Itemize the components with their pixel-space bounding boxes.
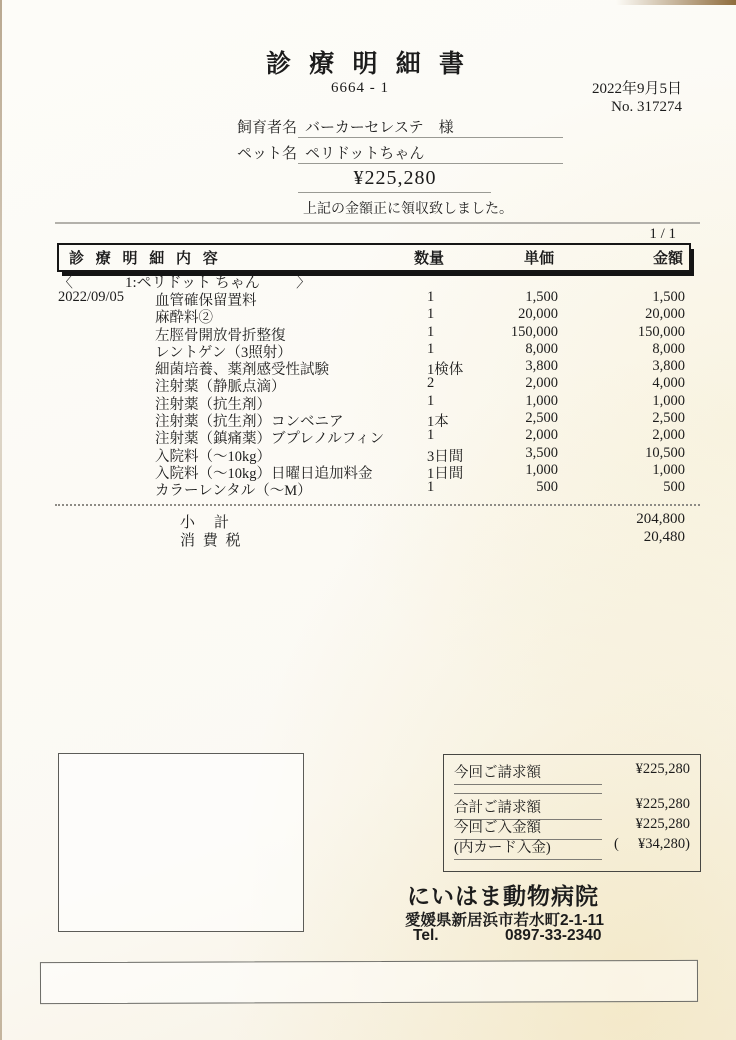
- row-item-name: 注射薬（鎮痛薬）ブプレノルフィン: [155, 431, 385, 448]
- row-amount: 4,000: [652, 375, 685, 392]
- row-quantity: 3日間: [427, 448, 464, 465]
- row-item-name: 左脛骨開放骨折整復: [155, 327, 286, 344]
- owner-name: バーカーセレステ 様: [305, 120, 454, 136]
- row-amount: 1,500: [652, 289, 685, 305]
- scan-edge-left: [0, 0, 2, 1040]
- row-item-name: 注射薬（抗生剤）: [155, 396, 271, 413]
- table-row: [0, 340, 736, 361]
- table-row: [0, 289, 736, 309]
- table-header: [57, 243, 691, 272]
- row-quantity: 1: [427, 479, 435, 496]
- bottom-empty-bar: [40, 960, 698, 1004]
- row-amount: 3,800: [652, 358, 685, 375]
- dotted-separator: [55, 504, 700, 506]
- total-underline: [298, 192, 491, 193]
- summary-value: ¥225,280: [635, 761, 690, 777]
- subtotal-value: 204,800: [636, 511, 685, 527]
- row-item-name: 入院料（～10kg）: [155, 448, 271, 465]
- owner-label: 飼育者名: [237, 120, 298, 136]
- billing-summary-box: [443, 754, 701, 872]
- summary-divider: [454, 793, 602, 794]
- horizontal-rule: [55, 222, 700, 224]
- summary-row: [454, 761, 692, 781]
- row-unit-price: 8,000: [525, 340, 558, 357]
- table-row: [0, 479, 736, 500]
- owner-underline: [298, 137, 563, 138]
- row-amount: 10,500: [645, 444, 685, 461]
- row-quantity: 1検体: [427, 362, 464, 379]
- issue-date: 2022年9月5日: [591, 81, 682, 97]
- column-header-amount: 金額: [652, 251, 683, 267]
- detail-rows: [0, 289, 736, 500]
- row-amount: 2,500: [652, 410, 685, 427]
- row-unit-price: 2,000: [525, 427, 558, 444]
- tax-label: 消 費 税: [180, 533, 243, 549]
- row-unit-price: 150,000: [510, 323, 558, 340]
- table-row: [0, 427, 736, 448]
- pet-label: ペット名: [237, 146, 298, 162]
- row-amount: 500: [663, 479, 685, 496]
- clinic-tel-label: Tel.: [413, 927, 439, 944]
- row-unit-price: 3,500: [525, 444, 558, 461]
- row-item-name: 注射薬（静脈点滴）: [155, 379, 286, 396]
- row-quantity: 1日間: [427, 465, 464, 482]
- column-header-detail: 診 療 明 細 内 容: [69, 251, 222, 267]
- clinic-name: にいはま動物病院: [407, 883, 599, 909]
- row-item-name: 注射薬（抗生剤）コンベニア: [155, 414, 344, 431]
- summary-row: [454, 836, 692, 856]
- document-number: No. 317274: [611, 99, 682, 115]
- bracket-open: 〈: [58, 275, 74, 291]
- row-date: 2022/09/05: [58, 289, 125, 305]
- pet-underline: [298, 163, 563, 164]
- table-row: [0, 306, 736, 327]
- row-quantity: 1: [427, 323, 435, 340]
- summary-value: ¥225,280: [635, 796, 690, 812]
- clinic-address: 愛媛県新居浜市若水町2-1-11: [405, 912, 604, 929]
- column-header-quantity: 数量: [414, 251, 445, 267]
- summary-row: [454, 816, 692, 836]
- column-header-unit-price: 単価: [523, 251, 554, 267]
- table-row: [0, 461, 736, 482]
- row-unit-price: 2,000: [525, 375, 558, 392]
- row-amount: 1,000: [652, 392, 685, 409]
- row-unit-price: 1,000: [525, 461, 558, 478]
- scan-edge-top-right: [616, 0, 736, 5]
- summary-row: [454, 796, 692, 816]
- row-quantity: 2: [427, 375, 435, 392]
- pet-name: ペリドットちゃん: [305, 146, 425, 162]
- page-indicator: 1 / 1: [649, 226, 676, 242]
- summary-paren: (: [614, 836, 619, 852]
- row-quantity: 1: [427, 427, 435, 444]
- summary-label: 今回ご請求額: [454, 761, 602, 785]
- summary-label: 今回ご入金額: [454, 816, 602, 840]
- summary-label: (内カード入金): [454, 836, 602, 860]
- row-item-name: カラーレンタル（～M）: [155, 483, 312, 500]
- row-unit-price: 20,000: [518, 306, 558, 323]
- row-unit-price: 3,800: [525, 358, 558, 375]
- clinic-tel-number: 0897-33-2340: [505, 927, 602, 944]
- receipt-note: 上記の金額正に領収致しました。: [303, 202, 513, 217]
- patient-section-line: [0, 271, 736, 291]
- table-row: [0, 410, 736, 431]
- table-row: [0, 392, 736, 413]
- subtotal-label: 小 計: [180, 515, 232, 531]
- row-item-name: 細菌培養、薬剤感受性試験: [155, 362, 329, 379]
- row-amount: 1,000: [652, 461, 685, 478]
- row-amount: 8,000: [652, 340, 685, 357]
- table-row: [0, 375, 736, 396]
- row-item-name: 麻酔料②: [155, 310, 213, 327]
- row-quantity: 1: [427, 340, 435, 357]
- row-unit-price: 500: [536, 479, 558, 496]
- row-quantity: 1本: [427, 414, 449, 431]
- summary-label: 合計ご請求額: [454, 796, 602, 820]
- stamp-box: [58, 753, 304, 932]
- row-item-name: レントゲン（3照射）: [155, 344, 292, 361]
- row-amount: 150,000: [637, 323, 685, 340]
- row-quantity: 1: [427, 392, 435, 409]
- row-unit-price: 1,000: [525, 392, 558, 409]
- summary-value: ¥34,280): [638, 836, 690, 852]
- row-unit-price: 2,500: [525, 410, 558, 427]
- table-row: [0, 444, 736, 465]
- row-unit-price: 1,500: [525, 289, 558, 305]
- receipt-number: 6664 - 1: [331, 80, 389, 96]
- row-amount: 20,000: [645, 306, 685, 323]
- row-quantity: 1: [427, 289, 435, 305]
- bracket-close: 〉: [296, 275, 312, 291]
- row-amount: 2,000: [652, 427, 685, 444]
- row-quantity: 1: [427, 306, 435, 323]
- row-item-name: 入院料（～10kg）日曜日追加料金: [155, 465, 373, 482]
- summary-value: ¥225,280: [635, 816, 690, 832]
- grand-total-amount: ¥225,280: [353, 167, 437, 189]
- row-item-name: 血管確保留置料: [155, 293, 257, 309]
- tax-value: 20,480: [643, 529, 685, 545]
- table-row: [0, 358, 736, 379]
- table-row: [0, 323, 736, 344]
- patient-label: 1:ペリドット ちゃん: [125, 275, 260, 291]
- page-title: 診 療 明 細 書: [265, 51, 470, 78]
